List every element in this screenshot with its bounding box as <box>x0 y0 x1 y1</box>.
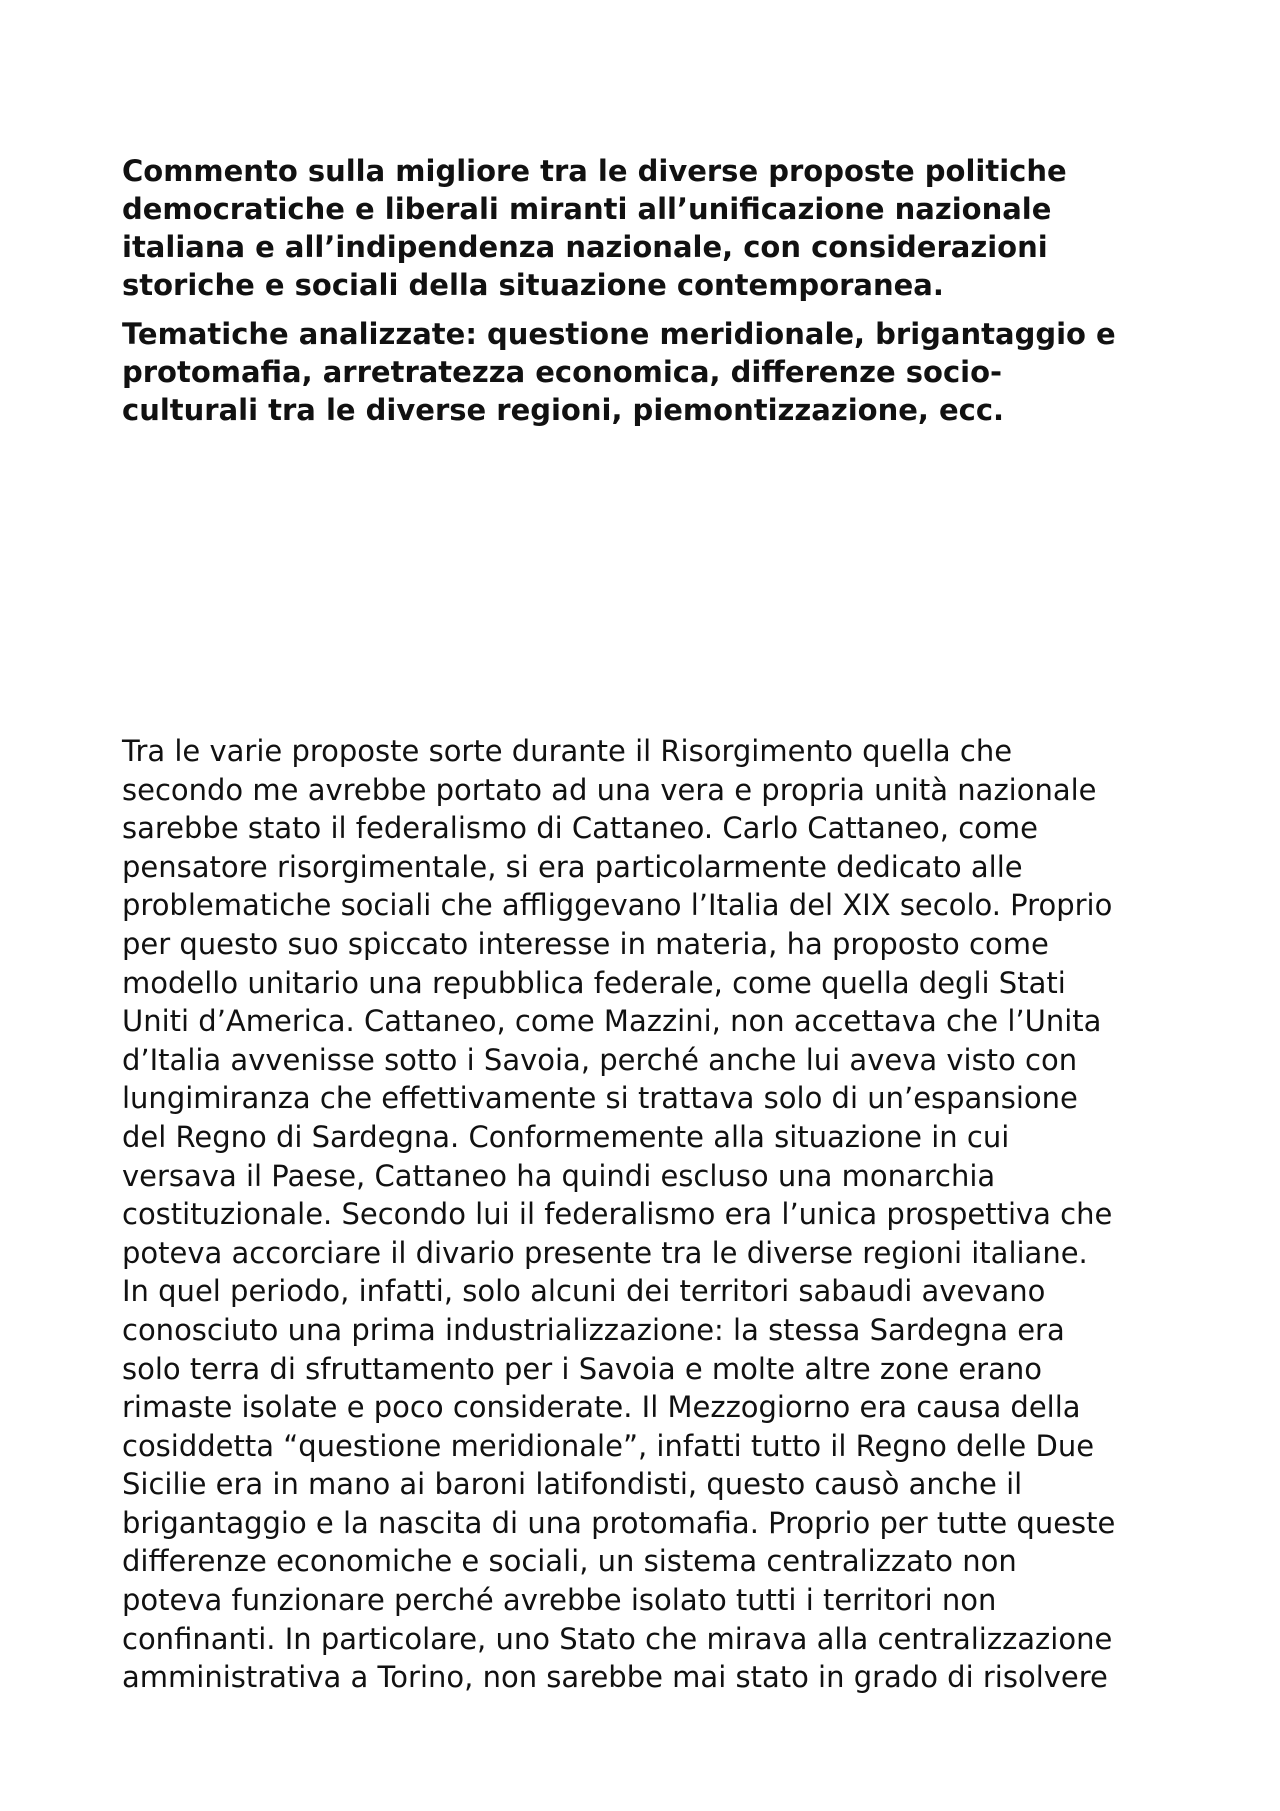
body-line: modello unitario una repubblica federale, come quella degli Stati <box>122 965 1066 1000</box>
body-line: amministrativa a Torino, non sarebbe mai stato in grado di risolvere <box>122 1660 1108 1695</box>
body-line: costituzionale. Secondo lui il federalismo era l’unica prospettiva che <box>122 1197 1113 1232</box>
body-line: confinanti. In particolare, uno Stato che mirava alla centralizzazione <box>122 1621 1113 1656</box>
body-line: conosciuto una prima industrializzazione: la stessa Sardegna era <box>122 1312 1065 1347</box>
title-line: democratiche e liberali miranti all’unificazione nazionale <box>122 192 1052 226</box>
topics-line: culturali tra le diverse regioni, piemontizzazione, ecc. <box>122 393 1005 427</box>
body-line: Sicilie era in mano ai baroni latifondisti, questo causò anche il <box>122 1467 1023 1502</box>
body-line: lungimiranza che effettivamente si trattava solo di un’espansione <box>122 1081 1078 1116</box>
body-line: per questo suo spiccato interesse in materia, ha proposto come <box>122 926 1049 961</box>
topics-line: protomafia, arretratezza economica, differenze socio- <box>122 355 1003 389</box>
body-line: rimaste isolate e poco considerate. Il Mezzogiorno era causa della <box>122 1390 1081 1425</box>
body-line: differenze economiche e sociali, un sistema centralizzato non <box>122 1544 1017 1579</box>
body-line: sarebbe stato il federalismo di Cattaneo. Carlo Cattaneo, come <box>122 811 1039 846</box>
heading-block <box>122 152 1182 429</box>
body-line: pensatore risorgimentale, si era particolarmente dedicato alle <box>122 849 1023 884</box>
body-line: brigantaggio e la nascita di una protomafia. Proprio per tutte queste <box>122 1505 1116 1540</box>
body-line: solo terra di sfruttamento per i Savoia e molte altre zone erano <box>122 1351 1042 1386</box>
topics-line: Tematiche analizzate: questione meridionale, brigantaggio e <box>122 317 1116 351</box>
body-line: problematiche sociali che affliggevano l’Italia del XIX secolo. Proprio <box>122 888 1113 923</box>
body-line: Uniti d’America. Cattaneo, come Mazzini, non accettava che l’Unita <box>122 1004 1102 1039</box>
body-line: cosiddetta “questione meridionale”, infatti tutto il Regno delle Due <box>122 1428 1095 1463</box>
body-paragraph <box>122 732 1202 1697</box>
paragraph-spacer <box>122 304 1182 315</box>
body-line: poteva funzionare perché avrebbe isolato tutti i territori non <box>122 1583 997 1618</box>
body-line: d’Italia avvenisse sotto i Savoia, perché anche lui aveva visto con <box>122 1042 1078 1077</box>
body-line: In quel periodo, infatti, solo alcuni dei territori sabaudi avevano <box>122 1274 1046 1309</box>
topics-paragraph <box>122 315 1182 429</box>
body-line: Tra le varie proposte sorte durante il Risorgimento quella che <box>122 734 1013 768</box>
title-line: italiana e all’indipendenza nazionale, con considerazioni <box>122 230 1048 264</box>
body-line: del Regno di Sardegna. Conformemente alla situazione in cui <box>122 1119 1010 1154</box>
title-line: storiche e sociali della situazione contemporanea. <box>122 268 944 302</box>
title-paragraph <box>122 152 1182 304</box>
body-line: secondo me avrebbe portato ad una vera e propria unità nazionale <box>122 772 1097 807</box>
title-line: Commento sulla migliore tra le diverse proposte politiche <box>122 154 1067 188</box>
body-line: versava il Paese, Cattaneo ha quindi escluso una monarchia <box>122 1158 996 1193</box>
body-line: poteva accorciare il divario presente tra le diverse regioni italiane. <box>122 1235 1088 1270</box>
